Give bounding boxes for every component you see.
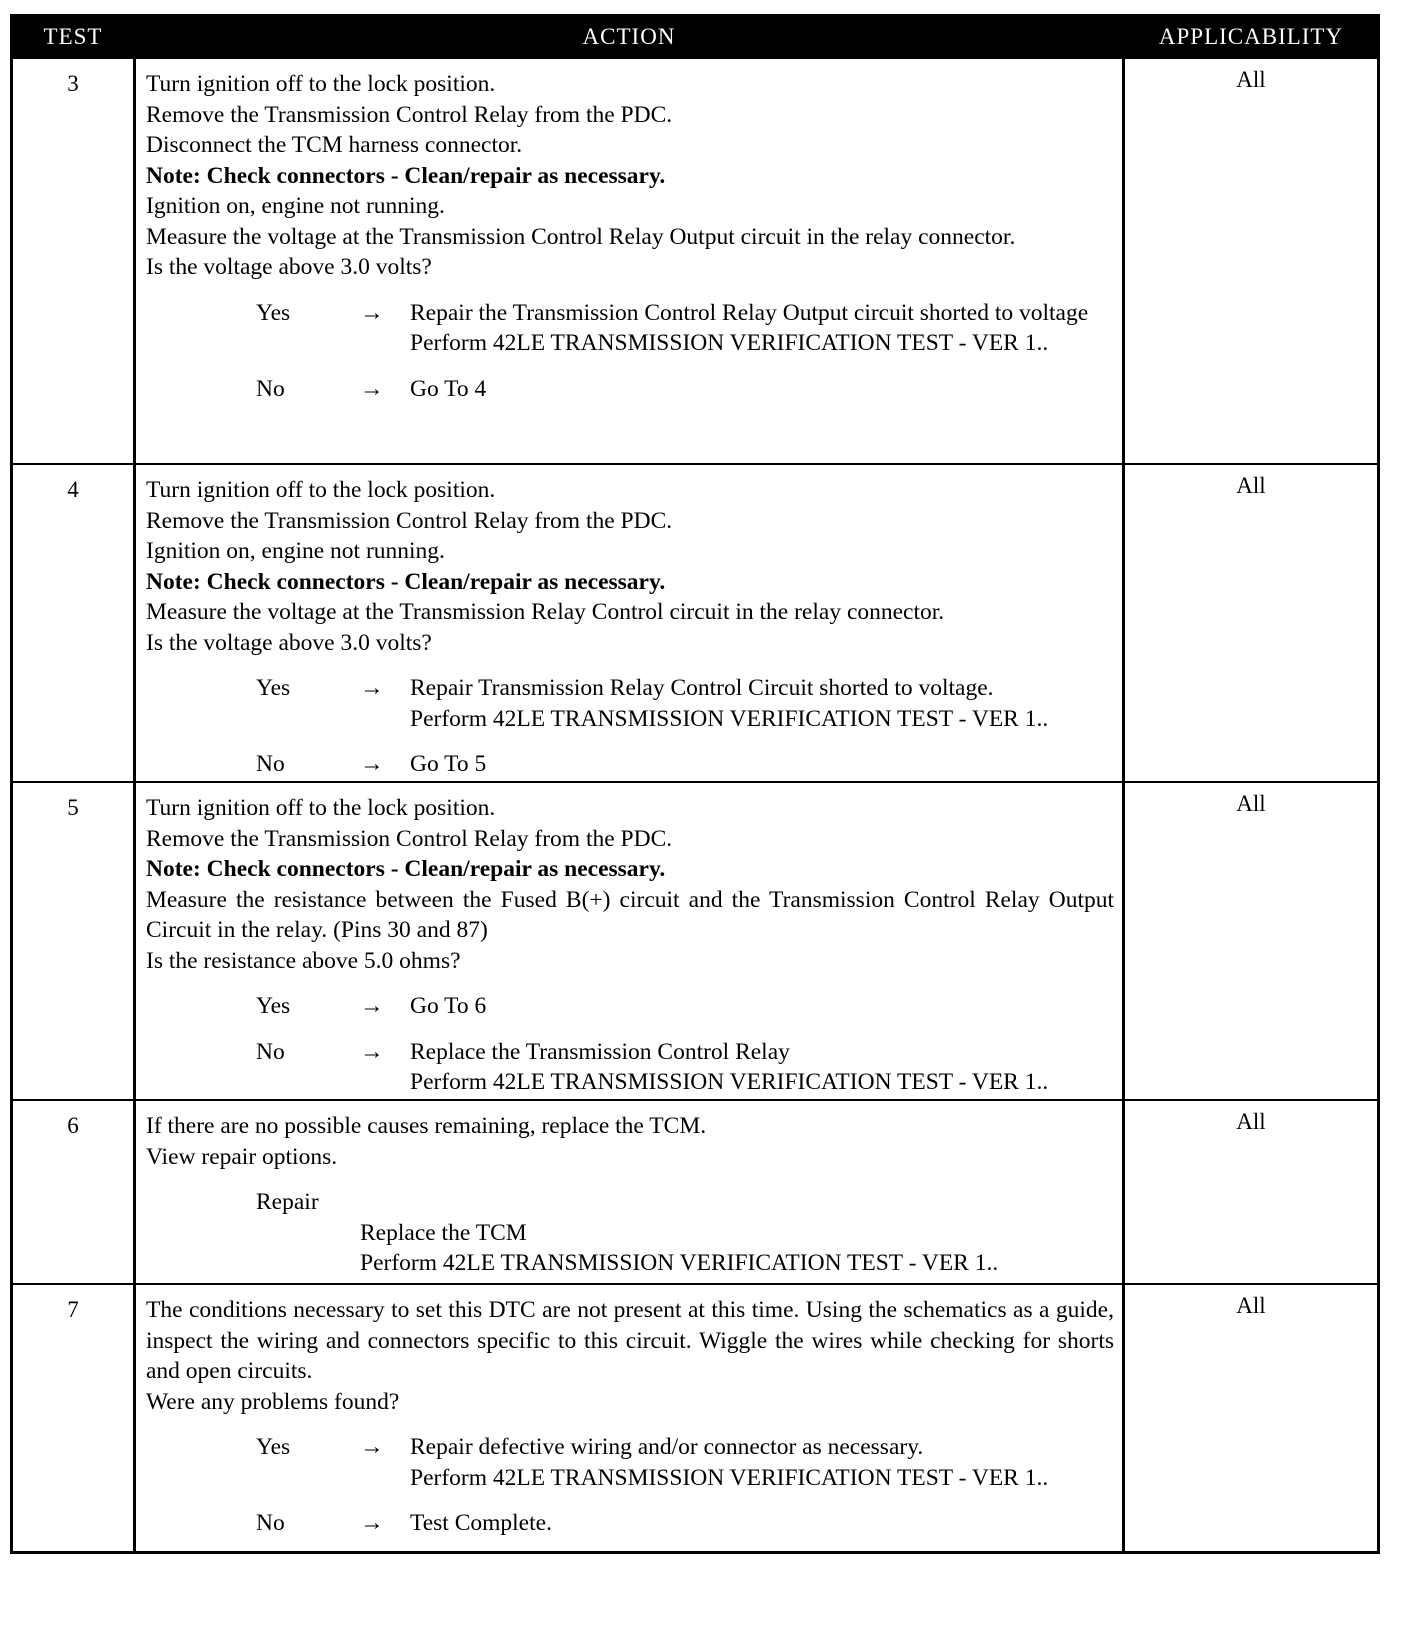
arrow-icon: →: [360, 1510, 384, 1536]
action-cell: [133, 465, 1125, 781]
action-text: Measure the resistance between the Fused B(+) circuit and the Transmission Control Relay Output Circuit in the relay. (Pins 30 and 87): [146, 886, 1114, 943]
outcome-label: No: [256, 751, 285, 777]
outcome-result: [410, 1508, 1114, 1539]
action-text: If there are no possible causes remaining, replace the TCM.: [146, 1113, 707, 1139]
test-number: 3: [67, 71, 79, 96]
action-text: Is the resistance above 5.0 ohms?: [146, 947, 461, 974]
action-note: Note: Check connectors - Clean/repair as necessary.: [146, 568, 666, 595]
outcome-no: [146, 374, 1114, 405]
outcome-yes: [146, 991, 1114, 1022]
outcome-text: Repair Transmission Relay Control Circuit shorted to voltage.: [410, 675, 994, 701]
repair-options: [146, 1187, 1114, 1279]
outcome-result: [410, 298, 1114, 359]
test-number: 5: [67, 795, 79, 820]
outcome-text: Go To 5: [410, 751, 487, 777]
outcome-result: [410, 673, 1114, 734]
outcome-label: No: [256, 1510, 285, 1536]
outcome-no: [146, 749, 1114, 780]
applicability-value: All: [1236, 1109, 1266, 1134]
outcome-text: Go To 4: [410, 375, 487, 402]
table-body: [13, 57, 1377, 1551]
action-cell: [133, 59, 1125, 463]
header-action: ACTION: [582, 24, 676, 49]
header-test: TEST: [43, 24, 103, 49]
outcome-label: Yes: [256, 1434, 291, 1460]
outcome-label: No: [256, 1038, 285, 1065]
arrow-icon: →: [360, 1434, 384, 1460]
applicability-value: All: [1236, 1293, 1266, 1318]
action-text: View repair options.: [146, 1143, 338, 1170]
action-text: Is the voltage above 3.0 volts?: [146, 629, 432, 656]
action-text: Disconnect the TCM harness connector.: [146, 132, 523, 158]
arrow-icon: →: [360, 675, 384, 701]
outcome-label: Yes: [256, 675, 291, 701]
table-row: [13, 57, 1377, 463]
outcome-yes: [146, 1432, 1114, 1493]
outcome-yes: [146, 298, 1114, 359]
outcome-result: [410, 374, 1114, 405]
table-header: [13, 17, 1377, 57]
outcome-text: Repair defective wiring and/or connector as necessary.: [410, 1434, 924, 1460]
outcome-text: Perform 42LE TRANSMISSION VERIFICATION TEST - VER 1..: [410, 1464, 1049, 1491]
action-text: Ignition on, engine not running.: [146, 538, 445, 564]
action-text: Measure the voltage at the Transmission Relay Control circuit in the relay connector.: [146, 599, 945, 625]
action-note: Note: Check connectors - Clean/repair as necessary.: [146, 162, 666, 189]
table-row: [13, 1283, 1377, 1551]
applicability-value: All: [1236, 67, 1266, 92]
outcome-label: Yes: [256, 299, 291, 326]
outcome-result: [410, 991, 1114, 1022]
table-row: [13, 781, 1377, 1099]
action-text: Remove the Transmission Control Relay from the PDC.: [146, 101, 673, 128]
arrow-icon: →: [360, 993, 384, 1019]
outcome-result: [410, 1432, 1114, 1493]
table-row: [13, 463, 1377, 781]
outcome-text: Perform 42LE TRANSMISSION VERIFICATION TEST - VER 1..: [410, 330, 1049, 356]
header-applicability: APPLICABILITY: [1158, 24, 1344, 49]
action-cell: [133, 1101, 1125, 1283]
outcome-text: Perform 42LE TRANSMISSION VERIFICATION TEST - VER 1..: [410, 705, 1049, 732]
outcome-text: Test Complete.: [410, 1510, 552, 1536]
applicability-value: All: [1236, 473, 1266, 498]
outcome-no: [146, 1508, 1114, 1539]
outcome-label: No: [256, 375, 285, 402]
arrow-icon: →: [360, 299, 384, 326]
action-text: Turn ignition off to the lock position.: [146, 477, 496, 503]
action-text: Is the voltage above 3.0 volts?: [146, 254, 432, 280]
table-row: [13, 1099, 1377, 1283]
action-text: Measure the voltage at the Transmission Control Relay Output circuit in the relay connector.: [146, 223, 1016, 250]
diagnostic-test-table: [10, 14, 1380, 1554]
action-cell: [133, 1285, 1125, 1551]
test-number: 7: [67, 1297, 79, 1322]
action-text: Were any problems found?: [146, 1388, 400, 1415]
repair-steps: [256, 1218, 1114, 1279]
action-note: Note: Check connectors - Clean/repair as necessary.: [146, 856, 666, 882]
applicability-value: All: [1236, 791, 1266, 816]
repair-step: Perform 42LE TRANSMISSION VERIFICATION TEST - VER 1..: [360, 1250, 999, 1276]
action-text: Ignition on, engine not running.: [146, 193, 445, 219]
repair-step: Replace the TCM: [360, 1219, 527, 1246]
arrow-icon: →: [360, 751, 384, 777]
repair-label: Repair: [256, 1189, 319, 1215]
outcome-result: [410, 1037, 1114, 1098]
outcome-text: Go To 6: [410, 993, 487, 1019]
outcome-text: Perform 42LE TRANSMISSION VERIFICATION TEST - VER 1..: [410, 1069, 1049, 1095]
outcome-result: [410, 749, 1114, 780]
arrow-icon: →: [360, 1038, 384, 1065]
outcome-label: Yes: [256, 993, 291, 1019]
outcome-yes: [146, 673, 1114, 734]
action-cell: [133, 783, 1125, 1099]
action-text: Remove the Transmission Control Relay from the PDC.: [146, 825, 673, 852]
test-number: 4: [67, 477, 79, 502]
action-text: Turn ignition off to the lock position.: [146, 795, 496, 821]
action-text: Remove the Transmission Control Relay from the PDC.: [146, 507, 673, 534]
outcome-text: Replace the Transmission Control Relay: [410, 1038, 790, 1065]
action-text: Turn ignition off to the lock position.: [146, 71, 496, 97]
test-number: 6: [67, 1113, 79, 1138]
action-text: The conditions necessary to set this DTC are not present at this time. Using the schematics as a guide, inspect the wiring and connectors specific to this circuit. Wiggle the wires while checking for shorts and open circuits.: [146, 1297, 1114, 1384]
arrow-icon: →: [360, 375, 384, 402]
outcome-text: Repair the Transmission Control Relay Output circuit shorted to voltage: [410, 299, 1089, 326]
outcome-no: [146, 1037, 1114, 1098]
